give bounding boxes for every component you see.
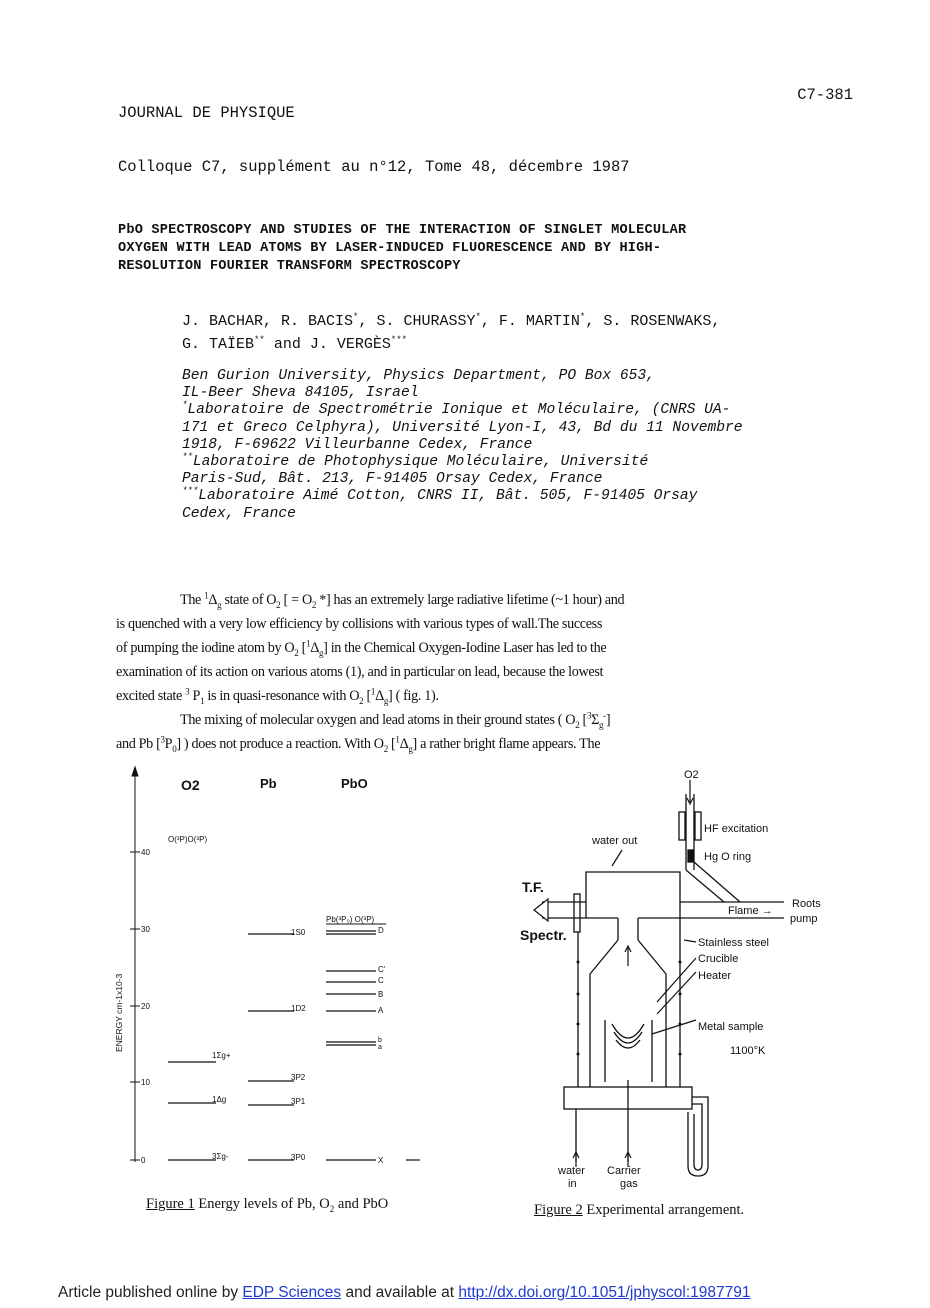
body-line: of pumping the iodine atom by $O_2$ $[^1\Delta_g]$ in the Chemical Oxygen-Iodine Laser has led to the bbox=[116, 638, 607, 658]
author-segment: , S. ROSENWAKS, bbox=[585, 313, 721, 330]
flame-label: Flame → bbox=[728, 905, 773, 917]
affiliation-mark: ** bbox=[182, 452, 193, 463]
pbo-level-label: X bbox=[378, 1156, 384, 1165]
roots-label: Roots bbox=[792, 898, 821, 910]
title-line-3: RESOLUTION FOURIER TRANSFORM SPECTROSCOPY bbox=[118, 259, 461, 274]
pb-level-label: 3P1 bbox=[291, 1097, 306, 1106]
column-pb: Pb bbox=[260, 776, 277, 791]
body-text bbox=[116, 588, 748, 756]
author-segment: J. BACHAR, R. BACIS bbox=[182, 313, 354, 330]
figure-2-apparatus bbox=[512, 762, 821, 1202]
water-in-label: water bbox=[558, 1165, 585, 1177]
pbo-level-label: b bbox=[378, 1037, 382, 1044]
pbo-level-label: A bbox=[378, 1006, 384, 1015]
metal-sample-label: Metal sample bbox=[698, 1021, 764, 1033]
affiliation-mark: * bbox=[353, 312, 359, 322]
body-line: The mixing of molecular oxygen and lead atoms in their ground states ( $O_2$ $[^3\Sigma_g^-]$ bbox=[180, 710, 611, 730]
page-number: C7-381 bbox=[797, 86, 853, 104]
body-line: excited state $^3$ $P_1$ is in quasi-resonance with $O_2$ $[^1\Delta_g]$ ( fig. 1). bbox=[116, 686, 439, 706]
pbo-level-label: D bbox=[378, 926, 384, 935]
author-segment: , S. CHURASSY bbox=[358, 313, 476, 330]
temperature-label: 1100°K bbox=[730, 1045, 766, 1057]
column-pbo: PbO bbox=[341, 776, 368, 791]
water-out-label: water out bbox=[592, 835, 638, 847]
affiliation-mark: *** bbox=[182, 486, 199, 497]
energy-tick: 30 bbox=[141, 925, 150, 934]
affiliations bbox=[182, 368, 743, 523]
body-line: The $^1\Delta_g$ state of $O_2$ [ = $O_2$ *] has an extremely large radiative lifetime (~1 hour) and bbox=[180, 590, 625, 610]
pbo-level-label: a bbox=[378, 1044, 382, 1051]
column-o2: O2 bbox=[181, 777, 200, 793]
affiliation-mark: *** bbox=[390, 335, 408, 345]
body-line: is quenched with a very low efficiency by collisions with various types of wall.The success bbox=[116, 616, 603, 632]
stainless-steel-label: Stainless steel bbox=[698, 937, 769, 949]
pb-level-label: 1D2 bbox=[291, 1004, 306, 1013]
title-line-1: PbO SPECTROSCOPY AND STUDIES OF THE INTERACTION OF SINGLET MOLECULAR bbox=[118, 223, 687, 238]
affiliation-line: Paris-Sud, Bât. 213, F-91405 Orsay Cedex, France bbox=[182, 471, 603, 488]
o2-level-label: 1Σg+ bbox=[212, 1051, 231, 1060]
body-line: examination of its action on various atoms (1), and in particular on lead, because the lowest bbox=[116, 664, 604, 680]
figure-2-label: Figure 2 bbox=[534, 1202, 583, 1218]
author-segment: , F. MARTIN bbox=[480, 313, 580, 330]
o2-level-label: 1Δg bbox=[212, 1095, 227, 1104]
water-in-label: in bbox=[568, 1178, 577, 1190]
carrier-gas-label: Carrier bbox=[607, 1165, 641, 1177]
doi-link[interactable]: http://dx.doi.org/10.1051/jphyscol:1987791 bbox=[458, 1284, 751, 1301]
affiliation-line: 171 et Greco Celphyra), Université Lyon-I, 43, Bd du 11 Novembre bbox=[182, 419, 743, 436]
edp-sciences-link[interactable]: EDP Sciences bbox=[242, 1284, 342, 1301]
energy-tick: 10 bbox=[141, 1078, 150, 1087]
spectr-label: Spectr. bbox=[520, 927, 567, 943]
affiliation-mark: ** bbox=[254, 335, 265, 345]
publication-footer: Article published online by EDP Sciences and available at http://dx.doi.org/10.1051/jphyscol:1987791 bbox=[58, 1284, 751, 1301]
affiliation-line: IL-Beer Sheva 84105, Israel bbox=[182, 385, 419, 402]
o2-level-label: 3Σg- bbox=[212, 1152, 229, 1161]
pbo-level-label: B bbox=[378, 990, 384, 999]
affiliation-line: Laboratoire Aimé Cotton, CNRS II, Bât. 505, F-91405 Orsay bbox=[198, 488, 698, 505]
pb-level-label: 1S0 bbox=[291, 928, 306, 937]
energy-tick: 20 bbox=[141, 1002, 150, 1011]
journal-name: JOURNAL DE PHYSIQUE bbox=[118, 104, 295, 122]
affiliation-line: 1918, F-69622 Villeurbanne Cedex, France bbox=[182, 436, 533, 453]
pbo-level-label: C bbox=[378, 976, 384, 985]
figure-1-caption: Figure 1 Energy levels of Pb, $O_2$ and PbO bbox=[146, 1196, 389, 1214]
affiliation-line: Cedex, France bbox=[182, 505, 296, 522]
energy-axis-label: ENERGY cm-1x10-3 bbox=[114, 973, 124, 1052]
heater-label: Heater bbox=[698, 970, 732, 982]
pb-level-label: 3P0 bbox=[291, 1153, 306, 1162]
pbo-dissociation-label: Pb(³P₀) O(³P) bbox=[326, 915, 375, 924]
author-segment: and J. VERGÈS bbox=[264, 336, 391, 353]
energy-tick: 40 bbox=[141, 848, 150, 857]
author-segment: G. TAÏEB bbox=[182, 336, 255, 353]
figure-1-energy-levels bbox=[108, 762, 438, 1192]
affiliation-mark: * bbox=[182, 400, 188, 411]
affiliation-mark: * bbox=[475, 312, 481, 322]
pb-level-label: 3P2 bbox=[291, 1073, 306, 1082]
journal-header bbox=[118, 68, 630, 194]
crucible-label: Crucible bbox=[698, 953, 739, 965]
o2-inlet-label: O2 bbox=[684, 769, 699, 781]
carrier-gas-label: gas bbox=[620, 1178, 638, 1190]
tf-label: T.F. bbox=[522, 879, 544, 895]
energy-tick: 0 bbox=[141, 1156, 146, 1165]
hf-excitation-label: HF excitation bbox=[704, 823, 769, 835]
o2-dissociation-label: O(³P)O(³P) bbox=[168, 835, 208, 844]
title-line-2: OXYGEN WITH LEAD ATOMS BY LASER-INDUCED FLUORESCENCE AND BY HIGH- bbox=[118, 241, 662, 256]
figure-2-caption: Figure 2 Experimental arrangement. bbox=[534, 1202, 745, 1218]
author-list bbox=[182, 310, 720, 356]
journal-issue: Colloque C7, supplément au n°12, Tome 48, décembre 1987 bbox=[118, 158, 630, 176]
affiliation-line: Laboratoire de Photophysique Moléculaire, Université bbox=[192, 454, 649, 471]
affiliation-line: Laboratoire de Spectrométrie Ionique et Moléculaire, (CNRS UA- bbox=[187, 402, 731, 419]
figure-1-label: Figure 1 bbox=[146, 1196, 195, 1212]
affiliation-line: Ben Gurion University, Physics Department, PO Box 653, bbox=[182, 368, 655, 384]
paper-title bbox=[118, 222, 838, 276]
pump-label: pump bbox=[790, 913, 818, 925]
hg-ring-label: Hg O ring bbox=[704, 851, 752, 863]
affiliation-mark: * bbox=[579, 312, 586, 322]
body-line: and Pb $[^3P_0]$ ) does not produce a reaction. With $O_2$ $[^1\Delta_g]$ a rather bright flame appears. The bbox=[116, 734, 601, 754]
pbo-level-label: C' bbox=[378, 965, 386, 974]
